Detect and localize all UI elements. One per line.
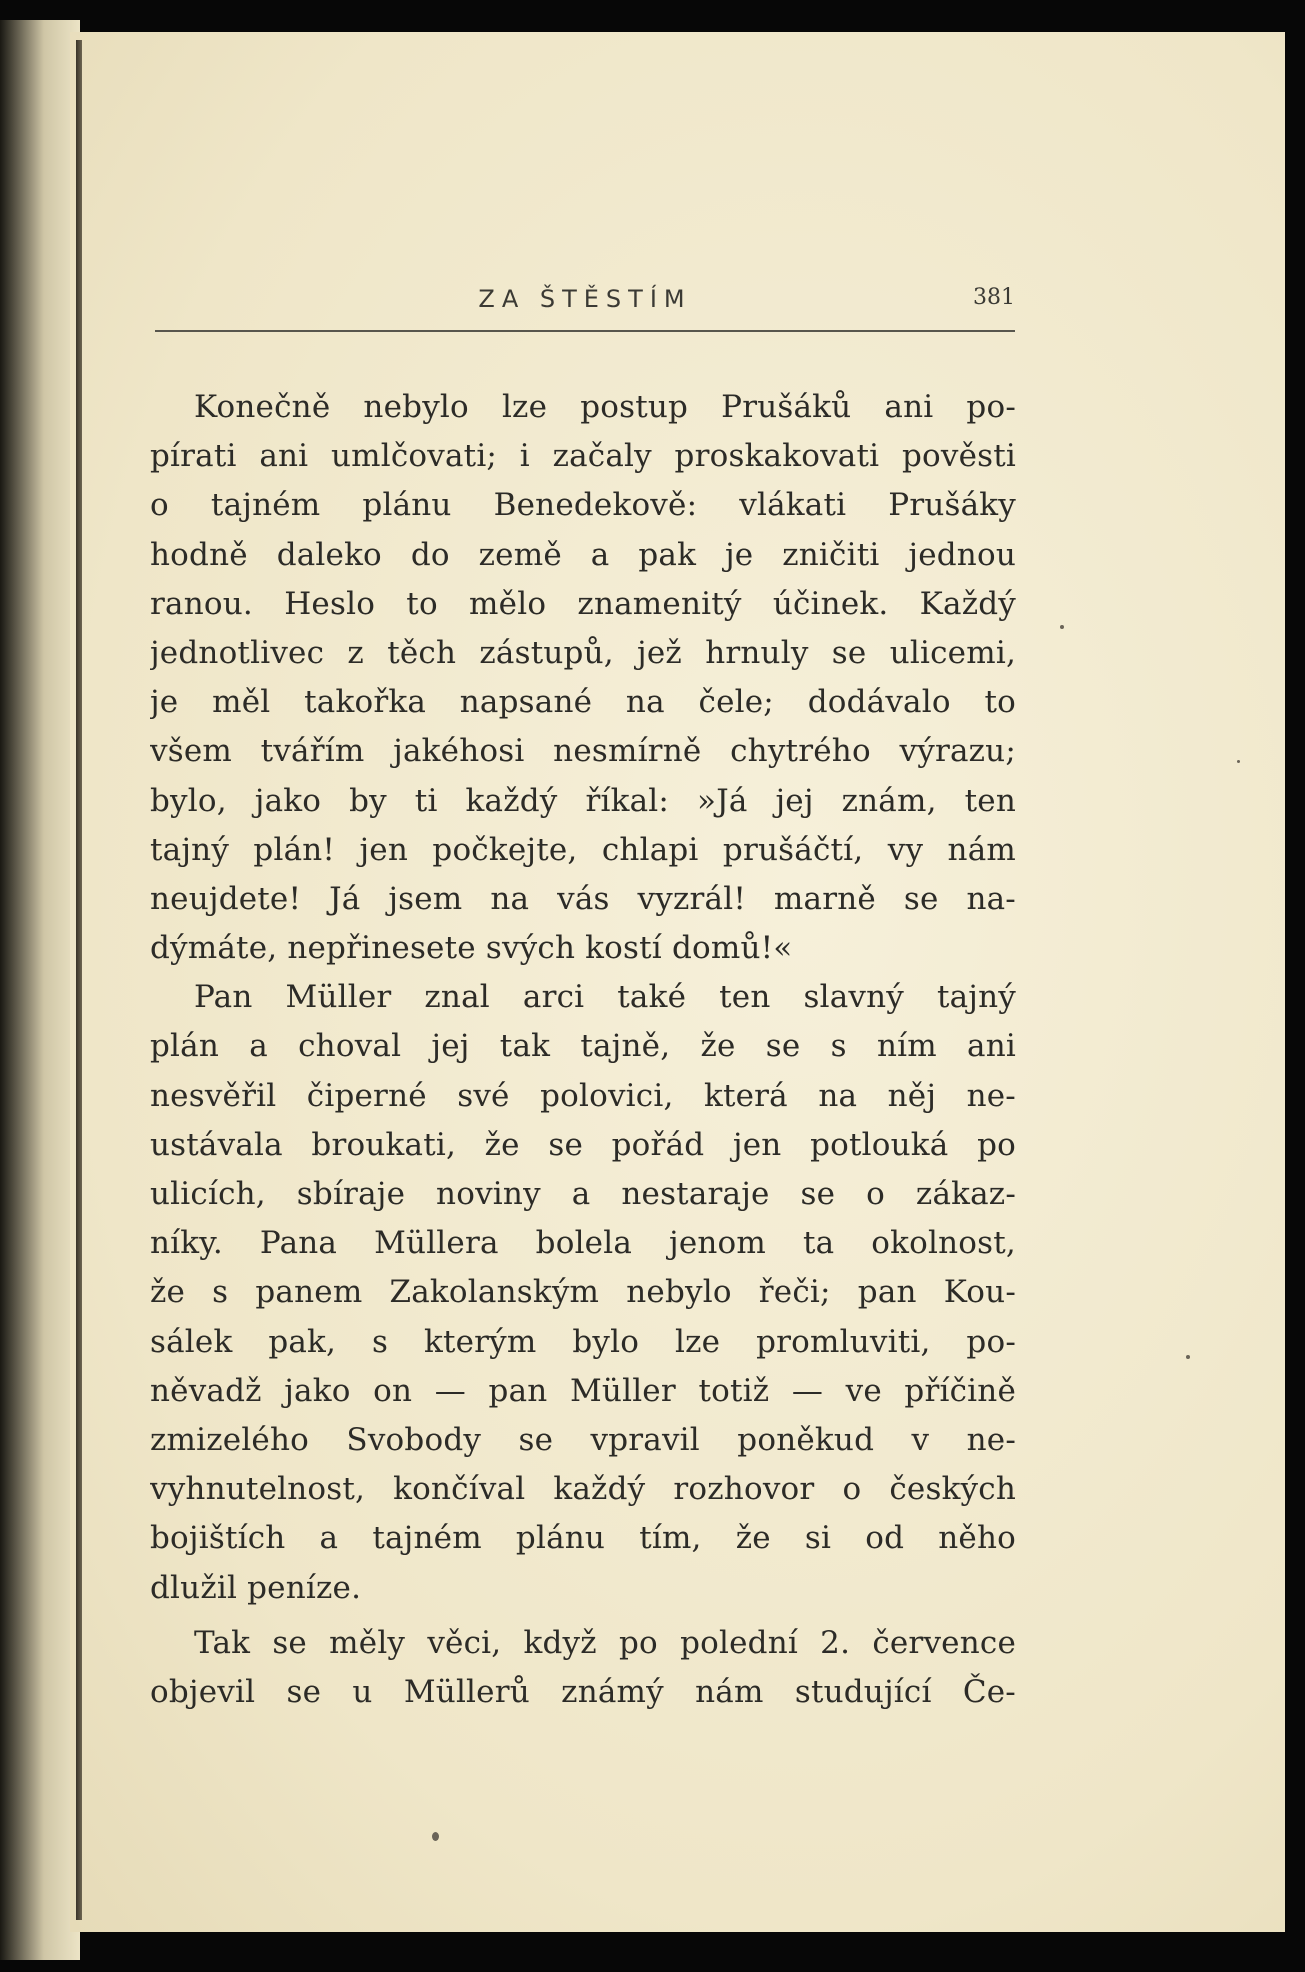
text-line: sálek pak, s kterým bylo lze promluviti, po- [150,1323,1016,1360]
text-line: neujdete! Já jsem na vás vyzrál! marně se na- [150,880,1016,917]
text-line: Tak se měly věci, když po polední 2. července [194,1624,1016,1661]
running-header [155,285,1015,325]
text-line: bojištích a tajném plánu tím, že si od něho [150,1520,1016,1557]
text-line: vyhnutelnost, končíval každý rozhovor o českých [150,1471,1016,1508]
text-line: níky. Pana Müllera bolela jenom ta okolnost, [150,1225,1016,1262]
paragraph [150,383,1016,973]
text-line: hodně daleko do země a pak je zničiti jednou [150,536,1016,573]
paper-speck [1060,625,1064,629]
page-number: 381 [973,285,1015,310]
paper-speck [432,1832,439,1841]
text-line: tajný plán! jen počkejte, chlapi prušáčtí, vy nám [150,831,1016,868]
text-line: pírati ani umlčovati; i začaly proskakovati pověsti [150,438,1016,475]
text-line: je měl takořka napsané na čele; dodávalo to [150,684,1016,721]
text-line: dýmáte, nepřinesete svých kostí domů!« [150,930,793,967]
text-line: zmizelého Svobody se vpravil poněkud v ne- [150,1421,1016,1458]
text-line: ustávala broukati, že se pořád jen potlouká po [150,1126,1016,1163]
text-line: jednotlivec z těch zástupů, jež hrnuly se ulicemi, [150,634,1016,671]
text-line: ranou. Heslo to mělo znamenitý účinek. Každý [150,585,1016,622]
previous-page-edge [0,20,80,1960]
text-line: Pan Müller znal arci také ten slavný tajný [194,979,1016,1016]
spine-shadow [76,40,82,1920]
header-rule [155,330,1015,332]
text-line: všem tvářím jakéhosi nesmírně chytrého výrazu; [150,733,1016,770]
text-line: bylo, jako by ti každý říkal: »Já jej znám, ten [150,782,1016,819]
text-line: o tajném plánu Benedekově: vlákati Prušáky [150,487,1016,524]
paper-speck [1237,760,1240,763]
text-line: nesvěřil čiperné své polovici, která na něj ne- [150,1077,1016,1114]
paragraph [150,973,1016,1612]
text-line: že s panem Zakolanským nebylo řeči; pan Kou- [150,1274,1016,1311]
text-line: ulicích, sbíraje noviny a nestaraje se o zákaz- [150,1176,1016,1212]
paragraph [150,1619,1016,1717]
text-line: Konečně nebylo lze postup Prušáků ani po- [194,389,1016,425]
text-line: objevil se u Müllerů známý nám studující Če- [150,1673,1016,1710]
text-line: něvadž jako on — pan Müller totiž — ve příčině [150,1372,1016,1409]
text-line: plán a choval jej tak tajně, že se s ním ani [150,1028,1016,1065]
running-title: ZA ŠTĚSTÍM [478,285,692,313]
body-text [150,383,1016,1717]
text-line: dlužil peníze. [150,1569,362,1606]
paper-speck [1186,1355,1190,1359]
